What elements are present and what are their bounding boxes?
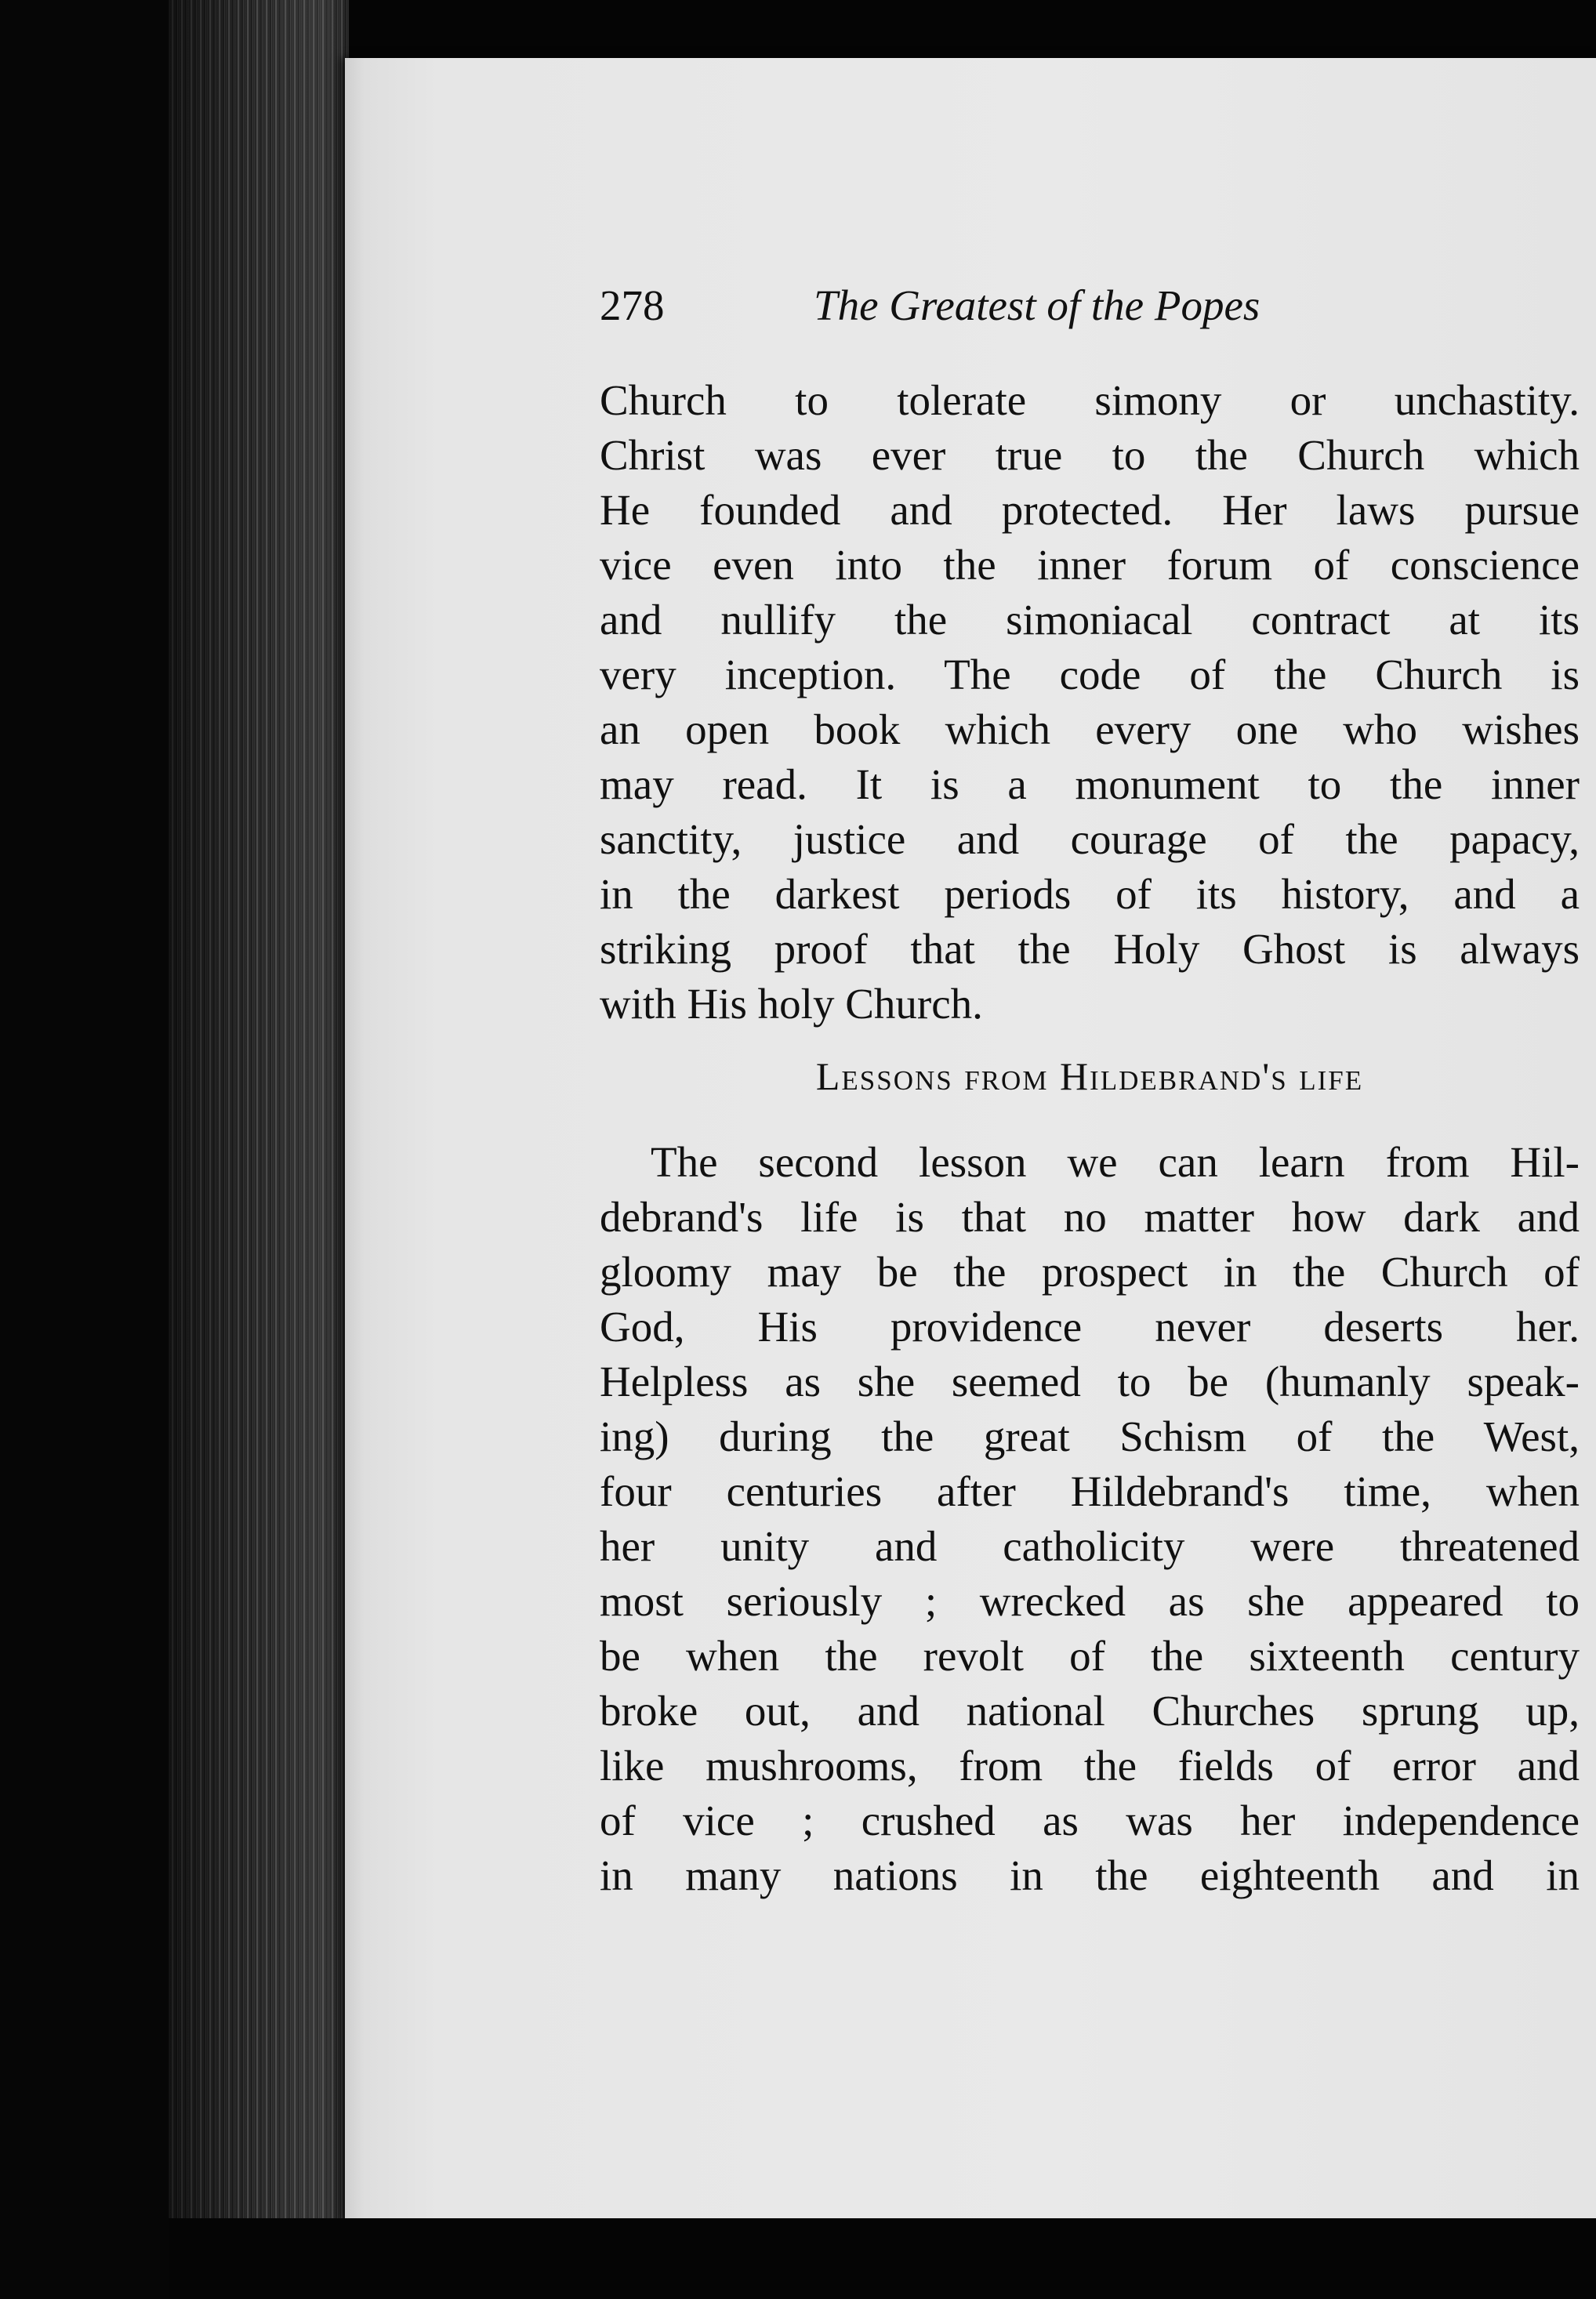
text-line: ing) during the great Schism of the West, [600,1412,1580,1460]
text-line: striking proof that the Holy Ghost is always [600,925,1580,973]
text-line: in many nations in the eighteenth and in [600,1851,1580,1899]
page-edges-shading [169,0,349,2273]
text-line: sanctity, justice and courage of the papacy, [600,815,1580,863]
text-line: The second lesson we can learn from Hil- [651,1138,1580,1186]
text-line: God, His providence never deserts her. [600,1303,1580,1351]
text-line: her unity and catholicity were threatened [600,1522,1580,1570]
text-line: in the darkest periods of its history, and a [600,870,1580,918]
text-line: be when the revolt of the sixteenth century [600,1632,1580,1680]
text-line: may read. It is a monument to the inner [600,760,1580,808]
text-line: broke out, and national Churches sprung up, [600,1687,1580,1735]
text-line: gloomy may be the prospect in the Church of [600,1248,1580,1296]
dark-background [0,0,188,2299]
bottom-dark-edge [169,2218,1596,2299]
section-heading: Lessons from Hildebrand's life [815,1054,1364,1098]
text-line: Church to tolerate simony or unchastity. [600,376,1580,424]
text-line: with His holy Church. [600,980,983,1028]
page-number: 278 [600,281,665,329]
text-line: four centuries after Hildebrand's time, when [600,1467,1580,1515]
text-line: Helpless as she seemed to be (humanly speak- [600,1358,1580,1405]
text-line: and nullify the simoniacal contract at its [600,596,1580,644]
running-title: The Greatest of the Popes [814,281,1260,329]
text-line: vice even into the inner forum of conscience [600,541,1580,589]
text-line: He founded and protected. Her laws pursue [600,486,1580,534]
text-line: of vice ; crushed as was her independence [600,1797,1580,1844]
text-line: debrand's life is that no matter how dark and [600,1193,1580,1241]
text-line: Christ was ever true to the Church which [600,431,1580,479]
text-line: most seriously ; wrecked as she appeared to [600,1577,1580,1625]
text-line: very inception. The code of the Church is [600,651,1580,698]
text-line: an open book which every one who wishes [600,705,1580,753]
text-line: like mushrooms, from the fields of error and [600,1742,1580,1790]
